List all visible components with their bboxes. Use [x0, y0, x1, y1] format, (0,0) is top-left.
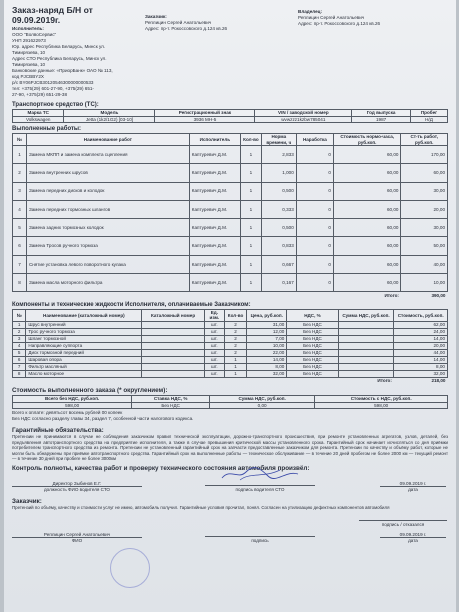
works-cell: 0,500 — [261, 219, 296, 237]
works-table — [12, 133, 448, 299]
works-row — [13, 182, 448, 200]
parts-cell: 12,00 — [247, 328, 287, 335]
works-cell: 60,00 — [333, 255, 400, 273]
works-cell: Снятие установка левого поворотного кулака — [26, 255, 189, 273]
contractor-lines — [12, 32, 142, 98]
parts-header-cell: Кол-во — [224, 309, 246, 321]
works-row — [13, 274, 448, 292]
parts-cell: Трос ручного тормоза — [26, 328, 142, 335]
parts-cell: 32,00 — [394, 370, 448, 377]
works-header-cell: № — [13, 134, 27, 146]
works-header-cell: Наработка — [296, 134, 333, 146]
parts-row — [13, 363, 448, 370]
parts-cell: 3 — [13, 335, 26, 342]
parts-cell: шт. — [204, 363, 224, 370]
contractor-line: Тимирязева, 10 — [12, 50, 46, 55]
customer-name: Реплицин Сергей Анатольевич — [145, 20, 212, 25]
parts-cell: 8,00 — [247, 363, 287, 370]
parts-row — [13, 321, 448, 328]
control-name-col — [12, 481, 142, 492]
works-cell: 7 — [13, 255, 27, 273]
works-cell: 3 — [13, 182, 27, 200]
vehicle-cell: Jetta (1k2/1G2) [03-10] — [64, 116, 155, 123]
parts-cell: 8 — [13, 370, 26, 377]
works-cell: 40,00 — [401, 255, 448, 273]
parts-cell: Без НДС — [287, 321, 338, 328]
parts-cell — [338, 363, 394, 370]
parts-cell: 20,00 — [394, 342, 448, 349]
vehicle-cell: 3936 МН-5 — [155, 116, 255, 123]
vehicle-header-cell: Марка ТС — [13, 110, 64, 117]
parts-row — [13, 349, 448, 356]
contractor-line: Юр. адрес Республика Беларусь, Минск ул. — [12, 44, 106, 49]
works-cell: 1 — [240, 219, 261, 237]
works-cell: 2 — [13, 164, 27, 182]
client-sign-line — [205, 531, 315, 537]
client-text: Претензий по объёму, качеству и стоимости услуг не имею, автомобиль получил. Гарантийные условия прочитал, понял. Согласен на утилизацию дефектных компонентов автомобиля — [12, 505, 390, 511]
contractor-block — [12, 3, 142, 98]
control-sign-label: подпись водителя СТО — [235, 487, 285, 493]
works-cell: 0 — [296, 237, 333, 255]
parts-cell: 2 — [13, 328, 26, 335]
control-sign-col — [200, 480, 320, 492]
parts-total-value: 218,00 — [431, 378, 446, 384]
works-cell: Каптуревич Д.М. — [189, 237, 240, 255]
parts-cell: Без НДС — [287, 335, 338, 342]
parts-cell: Без НДС — [287, 349, 338, 356]
parts-cell: Без НДС — [287, 342, 338, 349]
works-cell: Замена МКПП и замена комплекта сцепления — [26, 146, 189, 164]
works-cell: 0,667 — [261, 255, 296, 273]
parts-cell: 32,00 — [247, 370, 287, 377]
works-cell: 1 — [13, 146, 27, 164]
control-date-col — [378, 481, 448, 492]
works-cell: 60,00 — [333, 182, 400, 200]
works-header-cell: Ст-ть работ, руб.коп. — [401, 134, 448, 146]
works-cell: 0 — [296, 164, 333, 182]
works-row — [13, 146, 448, 164]
works-cell: 0 — [296, 255, 333, 273]
cost-header-cell: Стоимость с НДС, руб.коп. — [315, 396, 448, 403]
works-row — [13, 255, 448, 273]
parts-cell — [338, 335, 394, 342]
works-cell: 5 — [13, 219, 27, 237]
parts-cell: 14,00 — [247, 356, 287, 363]
contractor-line: тел: +375(29) 601-27-90, +375(29) 651- — [12, 86, 94, 91]
parts-cell — [338, 328, 394, 335]
works-cell: Каптуревич Д.М. — [189, 255, 240, 273]
parts-cell — [338, 356, 394, 363]
parts-cell: Направляющие суппорта — [26, 342, 142, 349]
parts-row — [13, 328, 448, 335]
works-cell: 1 — [240, 274, 261, 292]
parts-cell: шт. — [204, 349, 224, 356]
cost-in-words: Всего к оплате: девятьсот восемь рублей 00 копеек — [12, 410, 123, 416]
works-cell: 1 — [240, 255, 261, 273]
works-cell: 1 — [240, 200, 261, 218]
parts-header-cell: Цена, руб.коп. — [247, 309, 287, 321]
parts-cell — [142, 321, 204, 328]
parts-row — [13, 370, 448, 377]
works-cell: 60,00 — [333, 274, 400, 292]
contractor-label: Исполнитель: — [12, 26, 44, 31]
vehicle-header-cell: Год выпуска — [352, 110, 411, 117]
cost-header-cell: Сумма НДС, руб.коп. — [209, 396, 314, 403]
cost-header-cell: Всего без НДС, руб.коп. — [13, 396, 132, 403]
works-cell: 8 — [13, 274, 27, 292]
works-cell: Замена передних тормозных шлангов — [26, 200, 189, 218]
parts-cell: шт. — [204, 342, 224, 349]
client-refusal-label: подпись / отказался — [381, 521, 425, 527]
control-date: 09.09.2019 г. — [380, 481, 446, 487]
cost-title: Стоимость выполненного заказа (* округлением): — [12, 387, 168, 395]
parts-cell: 2 — [224, 321, 246, 328]
parts-cell: 2 — [224, 342, 246, 349]
parts-header-cell: Наименование (каталожный номер) — [26, 309, 142, 321]
parts-header-cell: Стоимость, руб.коп. — [394, 309, 448, 321]
control-title: Контроль полноты, качества работ и проверку технического состояния автомобиля произвёл: — [12, 465, 310, 473]
works-cell: 1 — [240, 146, 261, 164]
works-cell: 2,833 — [261, 146, 296, 164]
works-cell: 0 — [296, 219, 333, 237]
control-role-label: должность ФИО водителя СТО — [43, 487, 111, 493]
works-cell: 60,00 — [333, 164, 400, 182]
customer-label: Заказчик: — [145, 14, 167, 19]
cost-vat-note: Без НДС согласно разделу главы 34, раздел 7, особенной части налогового кодекса. — [12, 416, 194, 422]
works-cell: 60,00 — [333, 219, 400, 237]
owner-block — [298, 3, 448, 98]
parts-header-cell: НДС, % — [287, 309, 338, 321]
works-total-value: 390,00 — [431, 292, 446, 298]
vehicle-cell: wvwzzz1kzbw785041 — [255, 116, 352, 123]
vehicle-header-cell: Регистрационный знак — [155, 110, 255, 117]
works-header-cell: Наименование работ — [26, 134, 189, 146]
parts-row — [13, 335, 448, 342]
works-header-cell: Стоимость нормо-часа, руб.коп. — [333, 134, 400, 146]
works-row — [13, 237, 448, 255]
works-header-cell: Норма времени, ч — [261, 134, 296, 146]
works-cell: 0,833 — [261, 237, 296, 255]
works-cell: Каптуревич Д.М. — [189, 274, 240, 292]
works-cell: 1,000 — [261, 164, 296, 182]
works-cell: 60,00 — [333, 237, 400, 255]
works-cell: Замена масла моторного фильтра — [26, 274, 189, 292]
work-order-sheet — [4, 0, 456, 612]
doc-title: Заказ-наряд Б/Н от 09.09.2019г. — [12, 5, 93, 25]
header-block — [12, 3, 448, 98]
parts-total-label: Итого: — [377, 378, 392, 384]
client-date: 09.09.2019 г. — [380, 532, 446, 538]
works-cell: 0,333 — [261, 200, 296, 218]
contractor-line: УНП 291622973 — [12, 38, 46, 43]
parts-cell: 1 — [13, 321, 26, 328]
contractor-line: ООО "ВолвоСервис" — [12, 32, 57, 37]
parts-cell: шт. — [204, 328, 224, 335]
works-cell: 0 — [296, 200, 333, 218]
parts-cell: Без НДС — [287, 363, 338, 370]
parts-cell: 14,00 — [394, 356, 448, 363]
parts-cell: 1 — [224, 363, 246, 370]
parts-table — [12, 309, 448, 385]
cost-table — [12, 395, 448, 409]
client-name: Реплицин Сергей Анатольевич — [12, 532, 142, 538]
parts-cell: 10,00 — [247, 342, 287, 349]
parts-header-cell: Сумма НДС, руб.коп. — [338, 309, 394, 321]
parts-cell — [142, 370, 204, 377]
parts-cell: Диск тормозной передний — [26, 349, 142, 356]
parts-cell: шт. — [204, 321, 224, 328]
vehicle-cell: Volkswagen — [13, 116, 64, 123]
works-cell: 30,00 — [401, 219, 448, 237]
client-name-label: ФИО — [71, 537, 83, 543]
control-date-label: дата — [408, 487, 418, 493]
control-signature-row — [12, 480, 448, 492]
client-refusal-line — [359, 515, 447, 521]
works-cell: 10,00 — [401, 274, 448, 292]
works-cell: Замена задних тормозных колодок — [26, 219, 189, 237]
vehicle-cell: Н/Д — [410, 116, 447, 123]
parts-cell: 7 — [13, 363, 26, 370]
owner-address: Адрес: пр-т. Рокоссовского д.124 кв.26 — [298, 21, 381, 26]
control-name: Директор Зыбинов Е.Г. — [12, 481, 142, 487]
works-cell: 30,00 — [401, 182, 448, 200]
client-date-col — [378, 532, 448, 543]
parts-cell: 2 — [224, 349, 246, 356]
vehicle-header-cell: VIN / заводской номер — [255, 110, 352, 117]
parts-cell: 44,00 — [394, 349, 448, 356]
works-cell: 0 — [296, 274, 333, 292]
works-header-cell: Исполнитель — [189, 134, 240, 146]
parts-cell: 1 — [224, 356, 246, 363]
parts-cell: 2 — [224, 335, 246, 342]
parts-cell — [142, 349, 204, 356]
company-stamp — [110, 548, 150, 588]
cost-cell: 598,00 — [315, 402, 448, 409]
parts-cell: 4 — [13, 342, 26, 349]
parts-row — [13, 342, 448, 349]
works-cell: Замена внутренних шрусов — [26, 164, 189, 182]
parts-cell — [338, 321, 394, 328]
parts-cell: Фильтр масляный — [26, 363, 142, 370]
parts-cell: 5 — [13, 349, 26, 356]
parts-cell — [142, 335, 204, 342]
client-sign-label: подпись — [251, 537, 269, 543]
parts-cell: шт. — [204, 356, 224, 363]
contractor-line: код PJCBBY2X — [12, 74, 44, 79]
cost-cell: 598,00 — [13, 402, 132, 409]
works-cell: Каптуревич Д.М. — [189, 146, 240, 164]
parts-header-cell: № — [13, 309, 26, 321]
contractor-line: р/с BY06PJCB30120546300000000533 — [12, 80, 94, 85]
works-cell: Замена передних дисков и колодок — [26, 182, 189, 200]
parts-cell: Шланг тормозной — [26, 335, 142, 342]
client-title: Заказчик: — [12, 498, 42, 506]
client-signature-row — [12, 531, 448, 543]
works-cell: 60,00 — [333, 146, 400, 164]
parts-cell — [142, 363, 204, 370]
parts-cell: Шаровая опора — [26, 356, 142, 363]
cost-cell: Без НДС — [132, 402, 210, 409]
works-cell: Каптуревич Д.М. — [189, 219, 240, 237]
works-cell: 0 — [296, 182, 333, 200]
works-total-label: Итого: — [384, 292, 399, 298]
cost-cell: 0,00 — [209, 402, 314, 409]
warranty-title: Гарантийные обязательства: — [12, 427, 104, 435]
parts-cell — [142, 342, 204, 349]
parts-cell — [338, 349, 394, 356]
parts-cell: 1 — [224, 370, 246, 377]
client-date-label: дата — [408, 537, 418, 543]
parts-cell: Масло моторное — [26, 370, 142, 377]
works-cell: Каптуревич Д.М. — [189, 164, 240, 182]
works-row — [13, 164, 448, 182]
works-cell: Каптуревич Д.М. — [189, 200, 240, 218]
cost-header-cell: Ставка НДС, % — [132, 396, 210, 403]
works-title: Выполненные работы: — [12, 126, 82, 132]
works-cell: Каптуревич Д.М. — [189, 182, 240, 200]
parts-cell: 22,00 — [247, 349, 287, 356]
works-cell: 50,00 — [401, 237, 448, 255]
parts-title: Компоненты и технические жидкости Исполнителя, оплачиваемые Заказчиком: — [12, 301, 251, 308]
contractor-line: Тимирязева, 10 — [12, 62, 46, 67]
parts-row — [13, 356, 448, 363]
parts-cell: Без НДС — [287, 356, 338, 363]
works-cell: 4 — [13, 200, 27, 218]
parts-cell: 7,00 — [247, 335, 287, 342]
customer-block — [145, 3, 295, 98]
parts-cell: шт. — [204, 370, 224, 377]
works-row — [13, 200, 448, 218]
client-sign-col — [200, 531, 320, 543]
parts-cell: 14,00 — [394, 335, 448, 342]
works-cell: 0,500 — [261, 182, 296, 200]
works-cell: 170,00 — [401, 146, 448, 164]
works-cell: Замена Тросов ручного тормоза — [26, 237, 189, 255]
parts-header-cell: Каталожный номер — [142, 309, 204, 321]
works-cell: 60,00 — [401, 164, 448, 182]
parts-cell: 8,00 — [394, 363, 448, 370]
works-cell: 60,00 — [333, 200, 400, 218]
works-row — [13, 219, 448, 237]
vehicle-title: Транспортное средство (ТС): — [12, 102, 99, 108]
client-refusal-row — [12, 515, 448, 527]
vehicle-table — [12, 109, 448, 123]
contractor-line: Банковские данные: «ПриорБанк» ОАО № 113, — [12, 68, 113, 73]
client-name-col — [12, 532, 142, 543]
warranty-text: Претензии не принимаются в случае не соблюдения заказчиком правил технической эксплуатации, дорожно-транспортного происшествия, при ремонте установленных агрегатов, узлов, деталей, без предъявления автотранспортного средства на предприятие исполнителя, а также в случае превышения критической массы установленного срока. Гарантийный срок начинает исчисляться со дня приёмки потребителем транспортного средства из ремонта. Претензии не установленный гарантийный срок на запчасти предоставленные заказчиком для ремонта. Претензии по качеству и объёму работ, которые не могли быть обнаружены при приёмке автотранспортного средства. Гарантийный срок на выполненные работы — техническое обслуживание — в течение 20 дней пробегом не более 2000 км — текущий ремонт — в течение 30 дней при пробеге не более 3000км — [12, 434, 448, 461]
works-header-cell: Кол-во — [240, 134, 261, 146]
works-cell: 1 — [240, 182, 261, 200]
vehicle-header-cell: Пробег — [410, 110, 447, 117]
works-cell: 6 — [13, 237, 27, 255]
vehicle-cell: 1987 — [352, 116, 411, 123]
parts-cell: Без НДС — [287, 328, 338, 335]
parts-cell — [338, 342, 394, 349]
parts-cell: Без НДС — [287, 370, 338, 377]
owner-label: Владелец: — [298, 9, 323, 14]
vehicle-header-cell: Модель — [64, 110, 155, 117]
parts-cell — [338, 370, 394, 377]
parts-cell: 31,00 — [247, 321, 287, 328]
parts-cell: 6 — [13, 356, 26, 363]
parts-cell: 24,00 — [394, 328, 448, 335]
parts-cell: 2 — [224, 328, 246, 335]
parts-cell — [142, 328, 204, 335]
parts-cell: 62,00 — [394, 321, 448, 328]
works-cell: 0,167 — [261, 274, 296, 292]
contractor-line: 27-90, +375(29) 651-29-38 — [12, 92, 68, 97]
parts-cell: шт. — [204, 335, 224, 342]
customer-address: Адрес: пр-т. Рокоссовского д.124 кв.26 — [145, 26, 228, 31]
works-cell: 0 — [296, 146, 333, 164]
works-cell: 20,00 — [401, 200, 448, 218]
parts-cell — [142, 356, 204, 363]
works-cell: 1 — [240, 237, 261, 255]
signature-scribble — [220, 466, 300, 482]
works-cell: 1 — [240, 164, 261, 182]
parts-cell: Шрус внутренний — [26, 321, 142, 328]
parts-header-cell: Ед. изм. — [204, 309, 224, 321]
owner-name: Реплицин Сергей Анатольевич — [298, 15, 365, 20]
client-refusal-col — [358, 515, 448, 527]
contractor-line: Адрес СТО Республика Беларусь, Минск ул. — [12, 56, 107, 61]
